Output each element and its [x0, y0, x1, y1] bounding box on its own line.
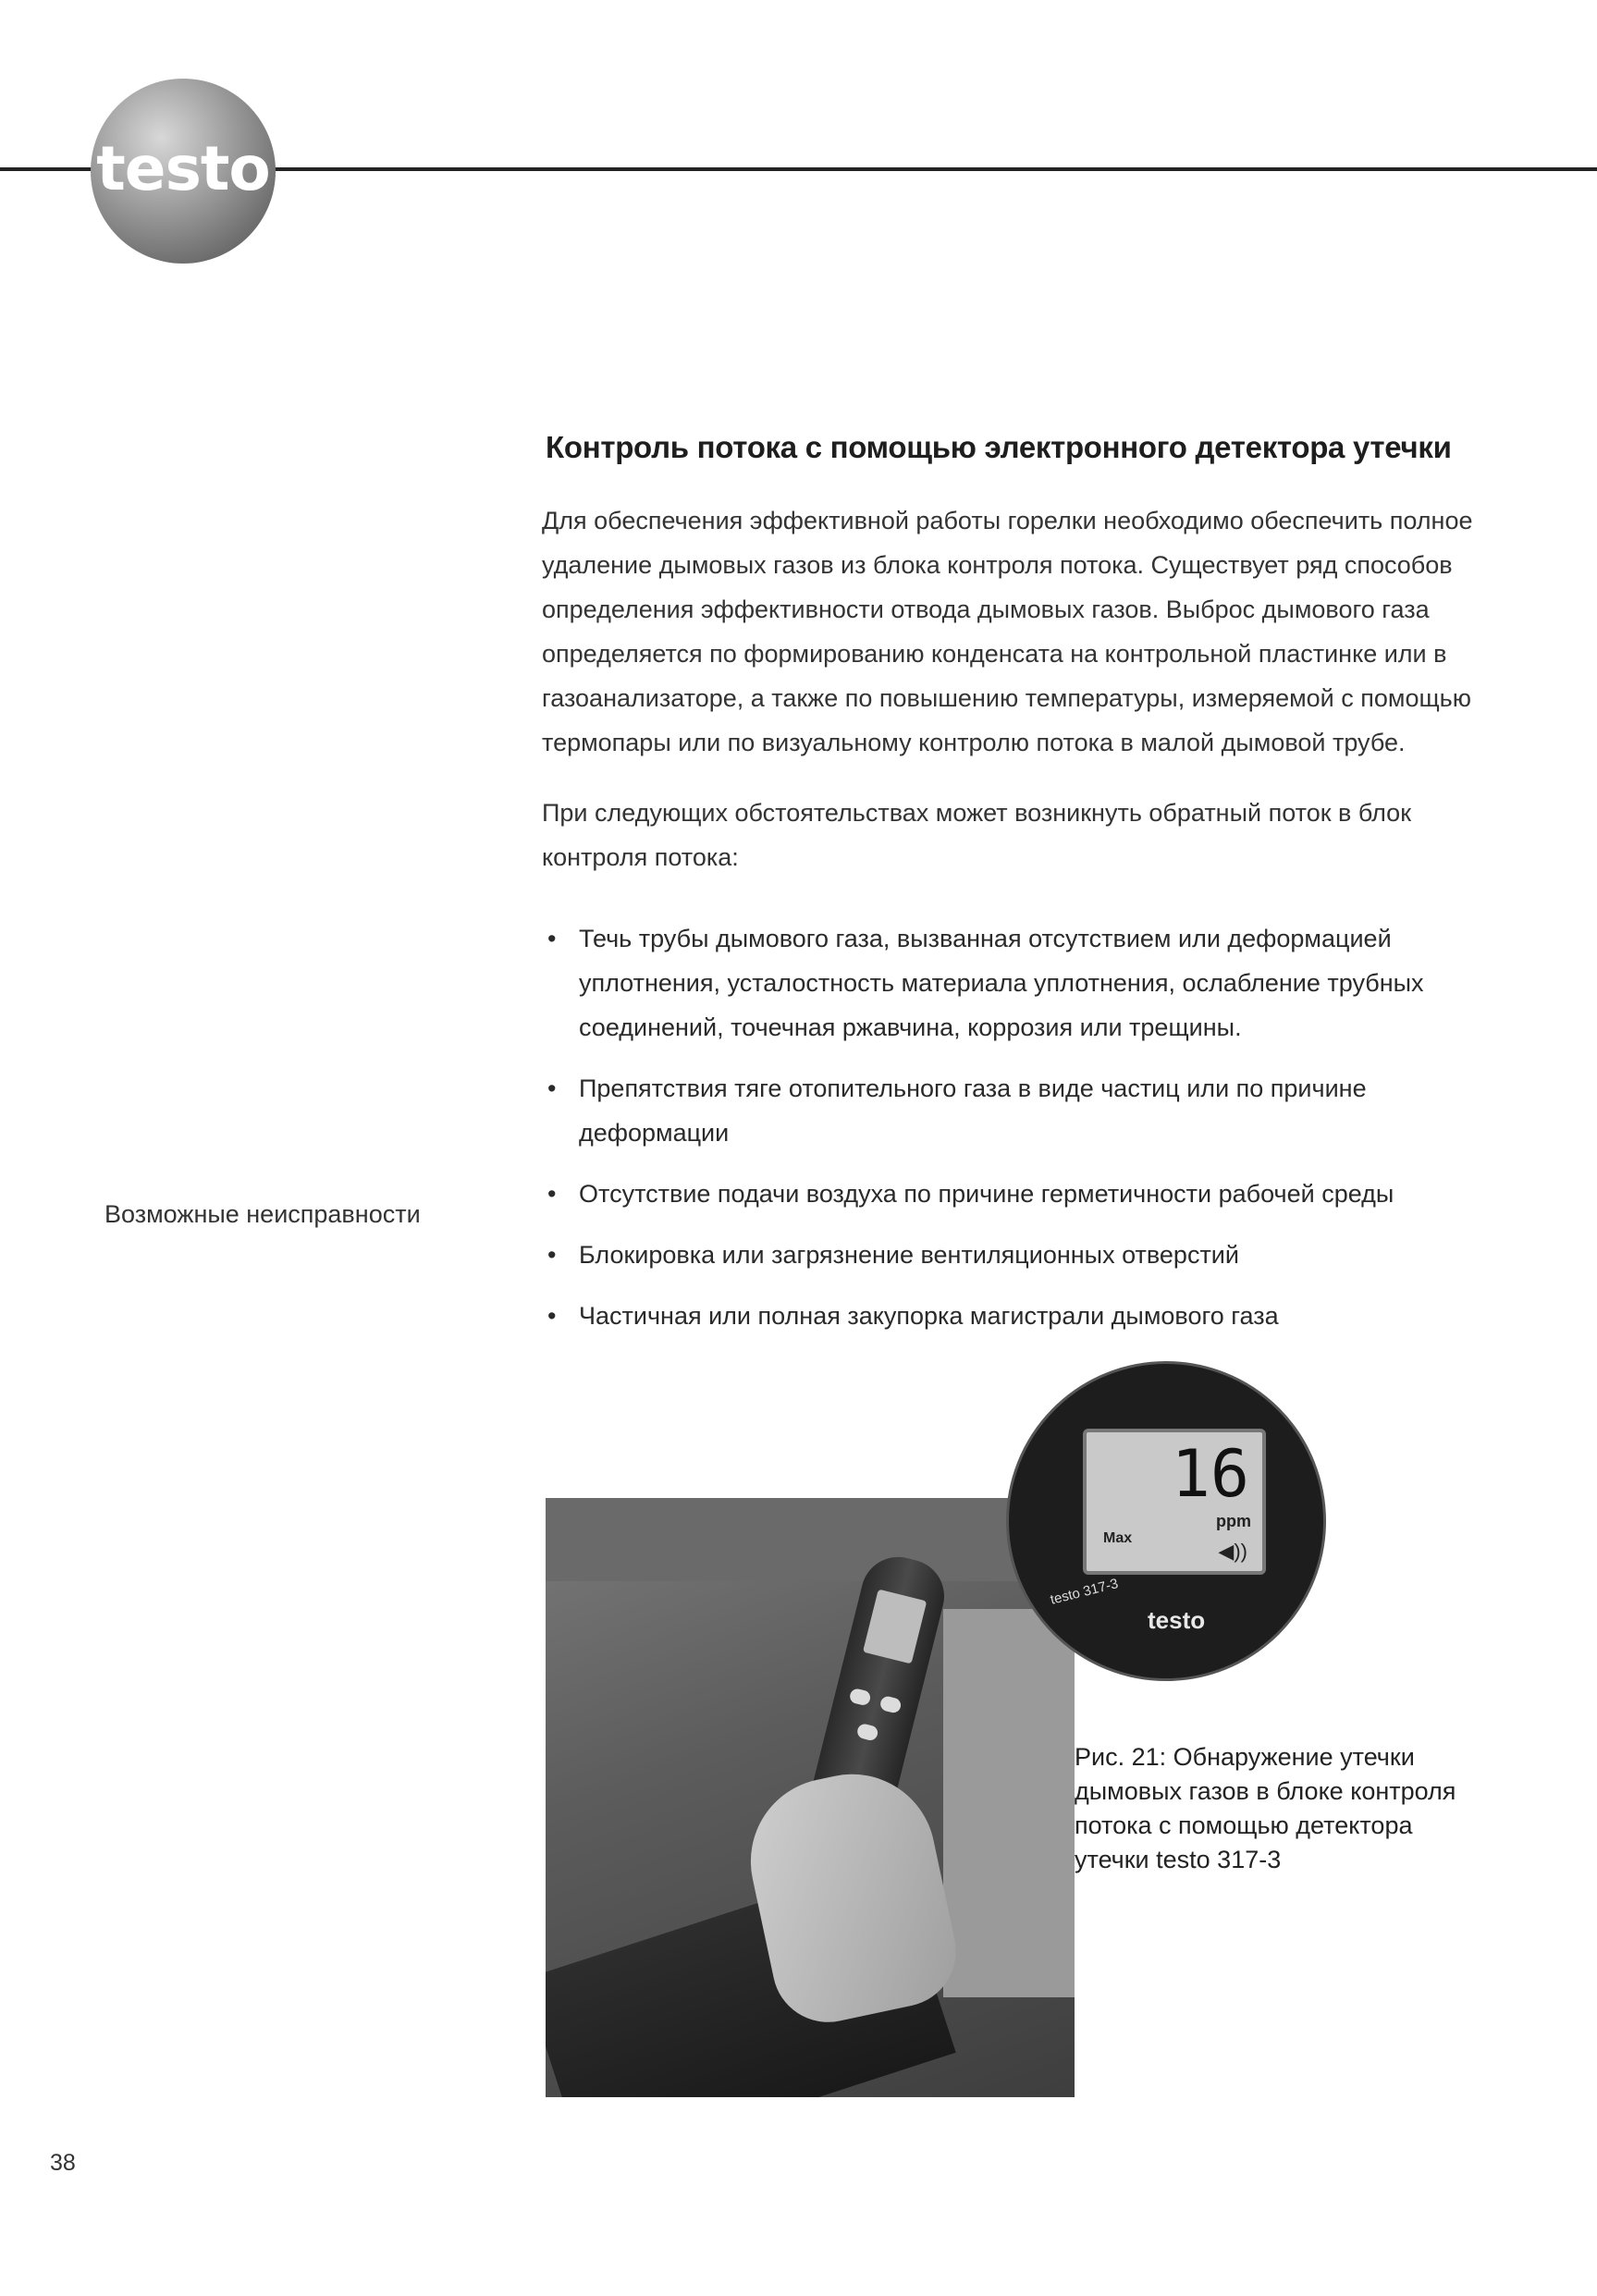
device-button [849, 1688, 872, 1707]
circumstances-paragraph: При следующих обстоятельствах может возникнуть обратный поток в блок контроля потока: [542, 799, 1412, 871]
margin-note: Возможные неисправности [104, 1200, 421, 1228]
photo-boiler-panel [943, 1609, 1075, 1997]
display-max-label: Max [1103, 1530, 1133, 1546]
device-brand-label: testo [1148, 1606, 1206, 1634]
list-item-text: Отсутствие подачи воздуха по причине герметичности рабочей среды [579, 1180, 1394, 1208]
list-item [542, 1172, 1485, 1216]
bullet-icon: • [547, 1074, 557, 1102]
device-model-label: testo 317-3 [1049, 1576, 1121, 1608]
list-item [542, 1066, 1485, 1155]
device-screen [863, 1590, 927, 1664]
photo-background-panel [546, 1498, 1075, 1581]
list-item-text: Блокировка или загрязнение вентиляционных отверстий [579, 1241, 1239, 1269]
speaker-icon: ◀)) [1218, 1540, 1247, 1563]
list-item-text: Частичная или полная закупорка магистрали дымового газа [579, 1302, 1279, 1330]
page-number: 38 [50, 2150, 76, 2176]
list-item-text: Течь трубы дымового газа, вызванная отсутствием или деформацией уплотнения, усталостность материала уплотнения, ослабление трубных соединений, точечная ржавчина, коррозия или трещины. [579, 925, 1424, 1041]
intro-paragraph: Для обеспечения эффективной работы горелки необходимо обеспечить полное удаление дымовых газов из блока контроля потока. Существует ряд способов определения эффективности отвода дымовых газов. Выброс дымового газа определяется по формированию конденсата на контрольной пластинке или в газоанализаторе, а также по повышению температуры, измеряемой с помощью термопары или по визуальному контролю потока в малой дымовой трубе. [542, 507, 1473, 756]
display-unit: ppm [1216, 1512, 1251, 1530]
device-button [856, 1723, 879, 1742]
leak-detector-photo [546, 1498, 1075, 2097]
causes-list [542, 916, 1485, 1338]
device-button [878, 1695, 902, 1714]
closeup-display [1083, 1429, 1266, 1575]
list-item [542, 1294, 1485, 1338]
bullet-icon: • [547, 925, 557, 952]
section-title: Контроль потока с помощью электронного детектора утечки [546, 430, 1452, 464]
bullet-icon: • [547, 1241, 557, 1269]
display-closeup [1006, 1361, 1326, 1681]
bullet-icon: • [547, 1302, 557, 1330]
main-content [542, 430, 1485, 1355]
testo-logo [91, 79, 276, 264]
bullet-icon: • [547, 1180, 557, 1208]
logo-text: testo [96, 132, 270, 204]
figure-caption: Рис. 21: Обнаружение утечки дымовых газов в блоке контроля потока с помощью детектора утечки testo 317-3 [1075, 1743, 1456, 1873]
list-item [542, 1233, 1485, 1277]
display-value: 16 [1171, 1436, 1249, 1512]
list-item-text: Препятствия тяге отопительного газа в виде частиц или по причине деформации [579, 1074, 1367, 1147]
list-item [542, 916, 1485, 1050]
